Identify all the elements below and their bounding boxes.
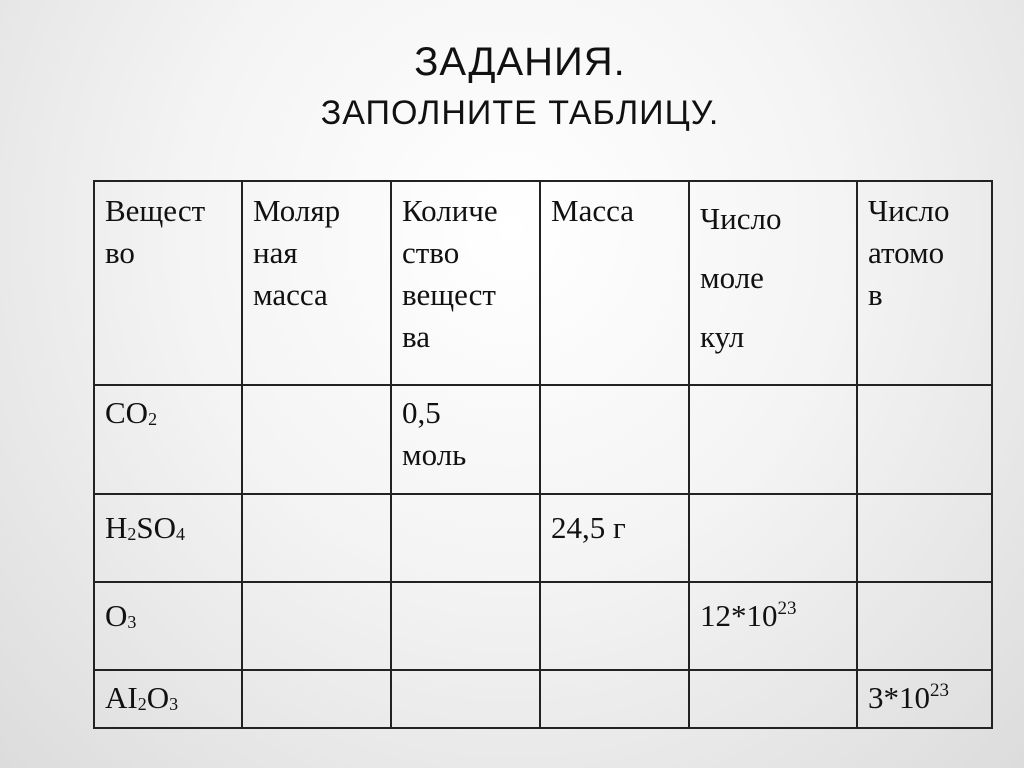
table-row [94,582,992,670]
cell-amount [391,582,540,670]
header-molecules: Число моле кул [689,181,857,385]
cell-atoms [857,582,992,670]
cell-mass [540,385,689,494]
task-table [93,180,993,729]
table-row [94,494,992,582]
table-row [94,385,992,494]
cell-mass [540,670,689,728]
cell-substance: AI2O3 [94,670,242,728]
header-atoms: Число атомо в [857,181,992,385]
table-row [94,670,992,728]
cell-substance: O3 [94,582,242,670]
cell-substance: CO2 [94,385,242,494]
cell-molecules: $12*10^{23}$ [689,582,857,670]
table-header-row [94,181,992,385]
cell-atoms: $3*10^{23}$ [857,670,992,728]
cell-molecules [689,494,857,582]
cell-molar-mass [242,670,391,728]
cell-mass: 24,5 г [540,494,689,582]
cell-amount [391,494,540,582]
slide-subtitle: ЗАПОЛНИТЕ ТАБЛИЦУ. [320,94,720,132]
header-amount: Количе ство вещест ва [391,181,540,385]
cell-amount [391,670,540,728]
cell-molar-mass [242,582,391,670]
header-molar-mass: Моляр ная масса [242,181,391,385]
cell-substance: H2SO4 [94,494,242,582]
cell-molecules [689,385,857,494]
header-mass: Масса [540,181,689,385]
cell-mass [540,582,689,670]
slide-title: ЗАДАНИЯ. [414,40,626,84]
cell-atoms [857,385,992,494]
header-substance: Вещест во [94,181,242,385]
cell-amount: 0,5 моль [391,385,540,494]
cell-molar-mass [242,494,391,582]
cell-molecules [689,670,857,728]
cell-atoms [857,494,992,582]
cell-molar-mass [242,385,391,494]
